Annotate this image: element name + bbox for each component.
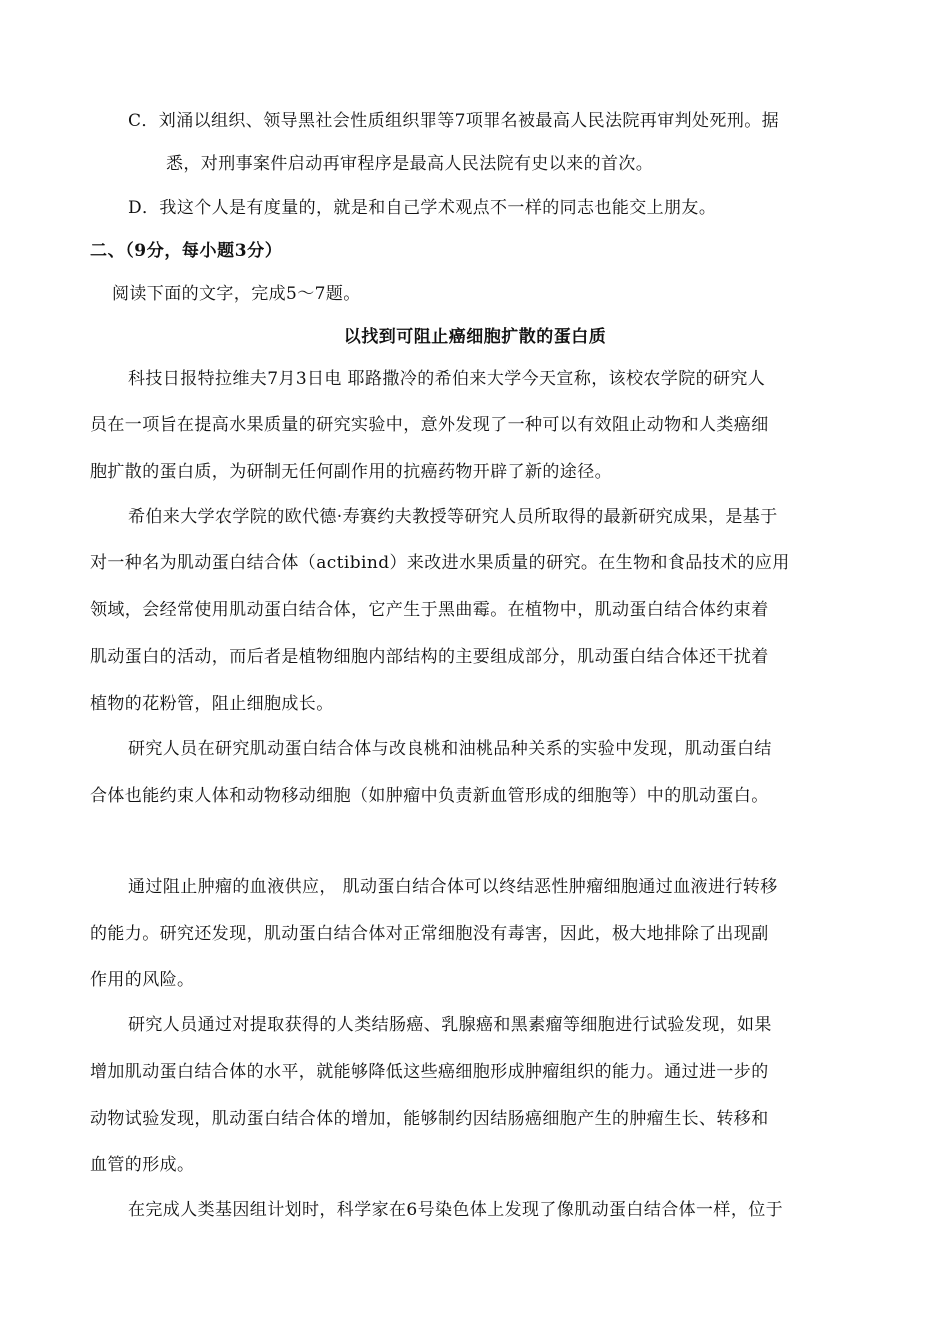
article-line: 肌动蛋白的活动，而后者是植物细胞内部结构的主要组成部分，肌动蛋白结合体还干扰着 <box>90 647 769 667</box>
article-line: 研究人员通过对提取获得的人类结肠癌、乳腺癌和黑素瘤等细胞进行试验发现，如果 <box>128 1015 772 1035</box>
article-line: 胞扩散的蛋白质，为研制无任何副作用的抗癌药物开辟了新的途径。 <box>90 462 612 482</box>
article-line: 增加肌动蛋白结合体的水平，就能够降低这些癌细胞形成肿瘤组织的能力。通过进一步的 <box>90 1062 769 1082</box>
article-line: 植物的花粉管，阻止细胞成长。 <box>90 694 334 714</box>
article-title: 以找到可阻止癌细胞扩散的蛋白质 <box>343 327 607 347</box>
article-line: 动物试验发现，肌动蛋白结合体的增加，能够制约因结肠癌细胞产生的肿瘤生长、转移和 <box>90 1109 769 1129</box>
article-line: 研究人员在研究肌动蛋白结合体与改良桃和油桃品种关系的实验中发现，肌动蛋白结 <box>128 739 772 759</box>
article-line: 科技日报特拉维夫7月3日电 耶路撒冷的希伯来大学今天宣称，该校农学院的研究人 <box>128 369 766 389</box>
article-line: 的能力。研究还发现，肌动蛋白结合体对正常细胞没有毒害，因此，极大地排除了出现副 <box>90 924 769 944</box>
option-c-line-2: 悉，对刑事案件启动再审程序是最高人民法院有史以来的首次。 <box>166 154 654 174</box>
article-line: 员在一项旨在提高水果质量的研究实验中，意外发现了一种可以有效阻止动物和人类癌细 <box>90 415 769 435</box>
article-line: 希伯来大学农学院的欧代德·寿赛约夫教授等研究人员所取得的最新研究成果，是基于 <box>128 507 778 527</box>
option-d-line-1: D．我这个人是有度量的，就是和自己学术观点不一样的同志也能交上朋友。 <box>128 198 717 218</box>
section-instruction: 阅读下面的文字，完成5～7题。 <box>112 284 361 304</box>
article-line: 合体也能约束人体和动物移动细胞（如肿瘤中负责新血管形成的细胞等）中的肌动蛋白。 <box>90 786 769 806</box>
option-c-line-1: C．刘涌以组织、领导黑社会性质组织罪等7项罪名被最高人民法院再审判处死刑。据 <box>128 111 780 131</box>
article-line: 通过阻止肿瘤的血液供应， 肌动蛋白结合体可以终结恶性肿瘤细胞通过血液进行转移 <box>128 877 778 897</box>
article-line: 领域，会经常使用肌动蛋白结合体，它产生于黑曲霉。在植物中，肌动蛋白结合体约束着 <box>90 600 769 620</box>
section-heading: 二、（9分，每小题3分） <box>90 241 283 261</box>
article-line: 在完成人类基因组计划时，科学家在6号染色体上发现了像肌动蛋白结合体一样，位于 <box>128 1200 784 1220</box>
article-line: 对一种名为肌动蛋白结合体（actibind）来改进水果质量的研究。在生物和食品技术的应用 <box>90 553 790 573</box>
article-line: 作用的风险。 <box>90 970 195 990</box>
article-line: 血管的形成。 <box>90 1155 195 1175</box>
